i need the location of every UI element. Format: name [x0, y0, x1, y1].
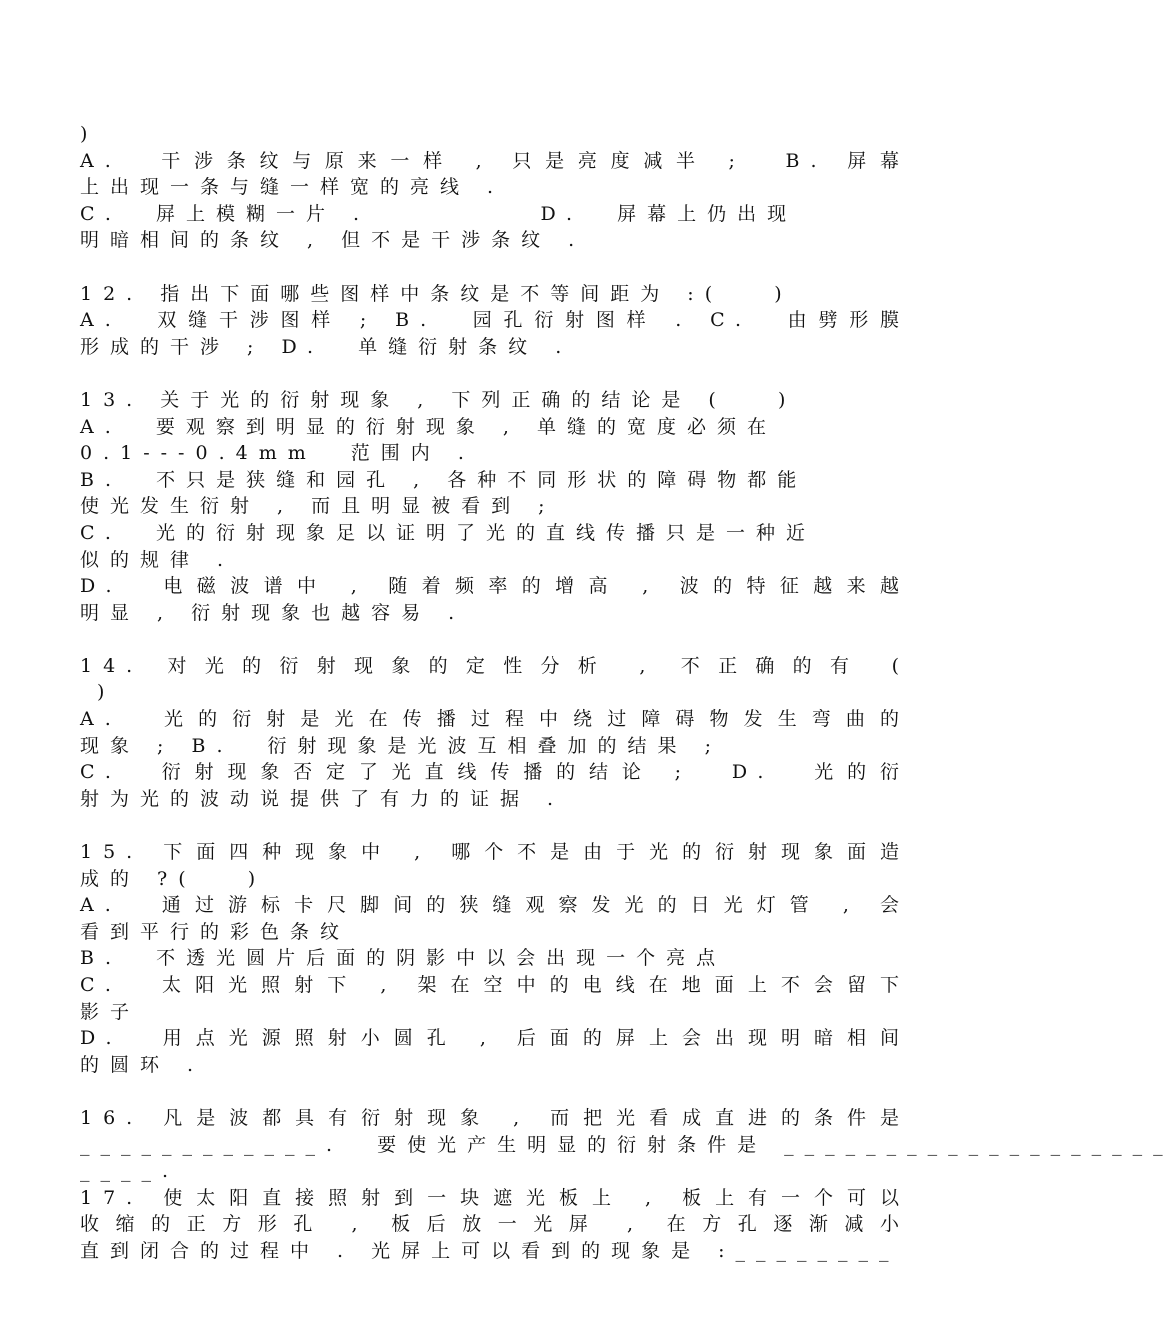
option-line: A. 双缝干涉图样 ; B. 园孔衍射图样 . C. 由劈形膜 — [80, 309, 910, 332]
blank-line — [80, 626, 910, 653]
text-line: ) — [80, 123, 99, 145]
option-line: 的圆环 . — [80, 1053, 205, 1076]
option-line: C. 光的衍射现象足以证明了光的直线传播只是一种近 — [80, 521, 816, 544]
question-17-stem: 17. 使太阳直接照射到一块遮光板上 , 板上有一个可以 — [80, 1186, 910, 1209]
option-line: 使光发生衍射 , 而且明显被看到 ; — [80, 495, 556, 518]
text-line: 成的 ?( ) — [80, 867, 267, 890]
fill-in-blank-line: ____. — [80, 1160, 180, 1183]
text-line: 收缩的正方形孔 , 板后放一光屏 , 在方孔逐渐减小 — [80, 1213, 910, 1236]
option-line: 上出现一条与缝一样宽的亮线 . — [80, 176, 505, 199]
fill-in-blank-line: ____________. 要使光产生明显的衍射条件是 ___________________ — [80, 1133, 1174, 1156]
option-line: B. 不只是狭缝和园孔 , 各种不同形状的障碍物都能 — [80, 468, 808, 491]
option-line: C. 衍射现象否定了光直线传播的结论 ; D. 光的衍 — [80, 761, 910, 784]
option-line: 似的规律 . — [80, 548, 235, 571]
option-line: 明暗相间的条纹 , 但不是干涉条纹 . — [80, 229, 586, 252]
blank-line — [80, 812, 910, 839]
option-line: A. 干涉条纹与原来一样 , 只是亮度减半 ; B. 屏幕 — [80, 149, 910, 172]
blank-line — [80, 1078, 910, 1105]
option-line: 影子 — [80, 1000, 141, 1023]
document-page — [80, 121, 1174, 1265]
question-13-stem: 13. 关于光的衍射现象 , 下列正确的结论是 ( ) — [80, 388, 797, 411]
option-line: 明显 , 衍射现象也越容易 . — [80, 601, 466, 624]
option-line: D. 用点光源照射小圆孔 , 后面的屏上会出现明暗相间 — [80, 1027, 910, 1050]
option-line: C. 屏上模糊一片 . D. 屏幕上仍出现 — [80, 202, 798, 225]
option-line: 看到平行的彩色条纹 — [80, 920, 351, 943]
question-12-stem: 12. 指出下面哪些图样中条纹是不等间距为 :( ) — [80, 282, 793, 305]
option-line: D. 电磁波谱中 , 随着频率的增高 , 波的特征越来越 — [80, 575, 910, 598]
question-16-stem: 16. 凡是波都具有衍射现象 , 而把光看成直进的条件是 — [80, 1106, 910, 1129]
option-line: B. 不透光圆片后面的阴影中以会出现一个亮点 — [80, 947, 727, 970]
option-line: A. 光的衍射是光在传播过程中绕过障碍物发生弯曲的 — [80, 708, 910, 731]
option-line: A. 通过游标卡尺脚间的狭缝观察发光的日光灯管 , 会 — [80, 894, 910, 917]
option-line: 射为光的波动说提供了有力的证据 . — [80, 787, 565, 810]
blank-line — [80, 360, 910, 387]
option-line: C. 太阳光照射下 , 架在空中的电线在地面上不会留下 — [80, 974, 910, 996]
question-15-stem: 15. 下面四种现象中 , 哪个不是由于光的衍射现象面造 — [80, 841, 910, 864]
option-line: 0.1---0.4mm 范围内 . — [80, 442, 475, 465]
blank-line — [80, 254, 910, 281]
text-line: ) — [80, 681, 116, 704]
option-line: 形成的干涉 ; D. 单缝衍射条纹 . — [80, 335, 573, 358]
option-line: 现象 ; B. 衍射现象是光波互相叠加的结果 ; — [80, 734, 723, 757]
question-14-stem: 14. 对光的衍射现象的定性分析 , 不正确的有 ( — [80, 654, 910, 677]
option-line: A. 要观察到明显的衍射现象 , 单缝的宽度必须在 — [80, 415, 777, 438]
fill-in-blank-line: 直到闭合的过程中 . 光屏上可以看到的现象是 :________ — [80, 1239, 900, 1262]
